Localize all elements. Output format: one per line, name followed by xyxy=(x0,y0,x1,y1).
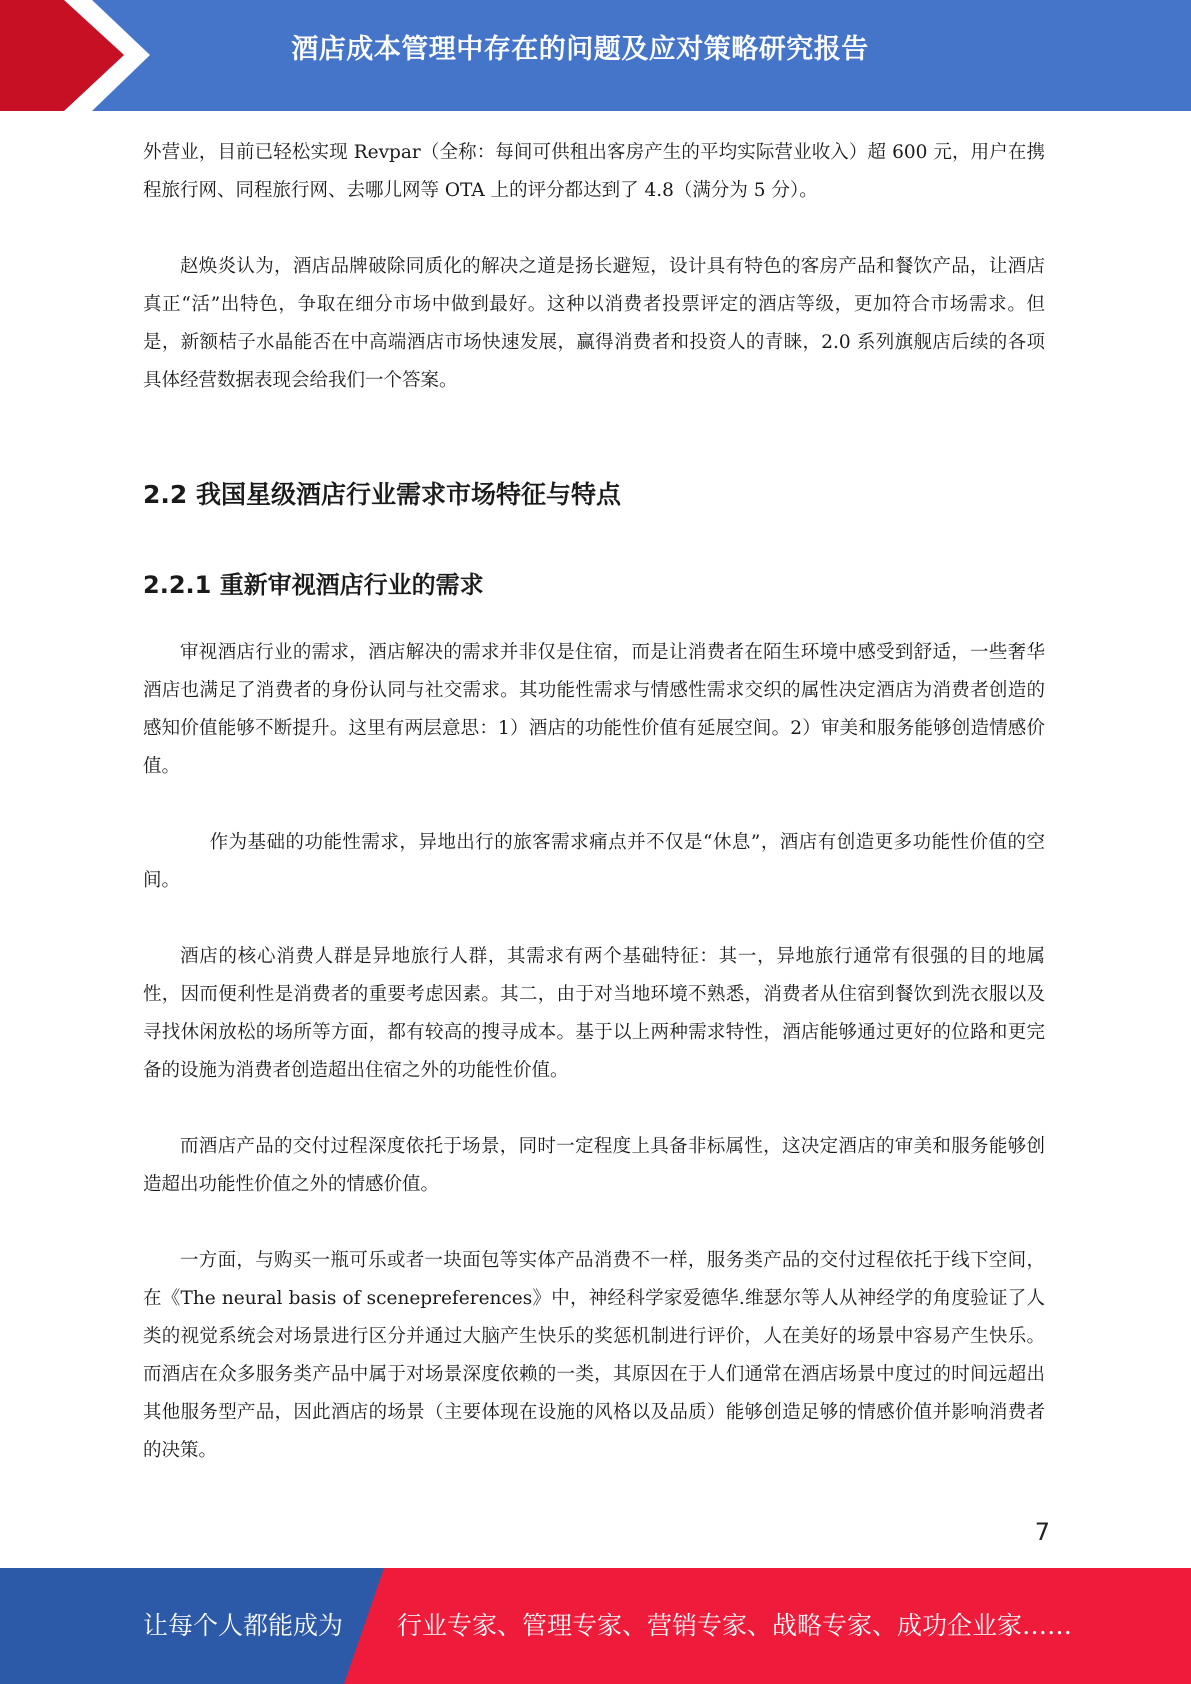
section-heading: 2.2 我国星级酒店行业需求市场特征与特点 xyxy=(143,480,621,509)
red-chevron-icon xyxy=(0,0,152,111)
paragraph: 赵焕炎认为，酒店品牌破除同质化的解决之道是扬长避短，设计具有特色的客房产品和餐饮产品，让酒店真正“活”出特色，争取在细分市场中做到最好。这种以消费者投票评定的酒店等级，更加符合市场需求。但是，新额桔子水晶能否在中高端酒店市场快速发展，赢得消费者和投资人的青睐，2.0 系列旗舰店后续的各项具体经营数据表现会给我们一个答案。 xyxy=(143,256,1045,391)
paragraph: 外营业，目前已轻松实现 Revpar（全称：每间可供租出客房产生的平均实际营业收入）超 600 元，用户在携程旅行网、同程旅行网、去哪儿网等 OTA 上的评分都达到了 4.8（满分为 5 分）。 xyxy=(143,142,1045,201)
footer-slogan-right: 行业专家、管理专家、营销专家、战略专家、成功企业家…… xyxy=(397,1611,1073,1640)
footer-slogan-left: 让每个人都能成为 xyxy=(143,1611,344,1640)
paragraph: 审视酒店行业的需求，酒店解决的需求并非仅是住宿，而是让消费者在陌生环境中感受到舒适，一些奢华酒店也满足了消费者的身份认同与社交需求。其功能性需求与情感性需求交织的属性决定酒店为消费者创造的感知价值能够不断提升。这里有两层意思：1）酒店的功能性价值有延展空间。2）审美和服务能够创造情感价值。 xyxy=(143,642,1045,777)
footer-band xyxy=(0,1568,1191,1684)
paragraph: 作为基础的功能性需求，异地出行的旅客需求痛点并不仅是“休息”，酒店有创造更多功能性价值的空间。 xyxy=(143,832,1045,891)
paragraph: 酒店的核心消费人群是异地旅行人群，其需求有两个基础特征：其一，异地旅行通常有很强的目的地属性，因而便利性是消费者的重要考虑因素。其二，由于对当地环境不熟悉，消费者从住宿到餐饮到洗衣服以及寻找休闲放松的场所等方面，都有较高的搜寻成本。基于以上两种需求特性，酒店能够通过更好的位路和更完备的设施为消费者创造超出住宿之外的功能性价值。 xyxy=(143,946,1045,1081)
paragraph: 一方面，与购买一瓶可乐或者一块面包等实体产品消费不一样，服务类产品的交付过程依托于线下空间，在《The neural basis of scenepreferences》中，神经科学家爱德华.维瑟尔等人从神经学的角度验证了人类的视觉系统会对场景进行区分并通过大脑产生快乐的奖惩机制进行评价，人在美好的场景中容易产生快乐。而酒店在众多服务类产品中属于对场景深度依赖的一类，其原因在于人们通常在酒店场景中度过的时间远超出其他服务型产品，因此酒店的场景（主要体现在设施的风格以及品质）能够创造足够的情感价值并影响消费者的决策。 xyxy=(143,1250,1045,1461)
page-number: 7 xyxy=(1034,1518,1050,1546)
paragraph: 而酒店产品的交付过程深度依托于场景，同时一定程度上具备非标属性，这决定酒店的审美和服务能够创造超出功能性价值之外的情感价值。 xyxy=(143,1136,1045,1195)
document-body xyxy=(143,134,1045,1470)
subsection-heading: 2.2.1 重新审视酒店行业的需求 xyxy=(143,571,484,599)
header-band xyxy=(0,0,1191,111)
document-title: 酒店成本管理中存在的问题及应对策略研究报告 xyxy=(291,34,869,65)
